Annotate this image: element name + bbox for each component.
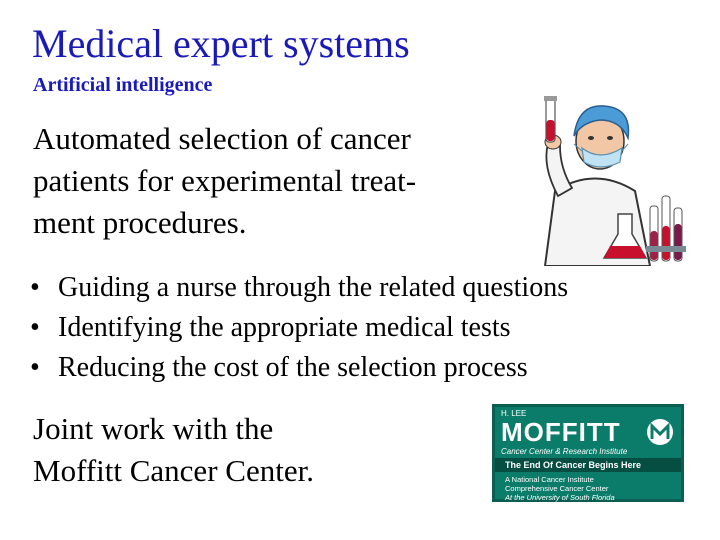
bullet-text: Reducing the cost of the selection process <box>58 352 528 383</box>
nurse-illustration <box>500 96 690 266</box>
logo-line: A National Cancer Institute <box>505 475 594 484</box>
list-item <box>30 308 568 348</box>
logo-line: At the University of South Florida <box>505 493 615 502</box>
logo-name: MOFFITT <box>501 417 621 447</box>
closing-line: Joint work with the <box>33 411 274 446</box>
logo-line: Comprehensive Cancer Center <box>505 484 609 493</box>
intro-line: ment procedures. <box>33 205 247 240</box>
bullet-dot: • <box>30 352 40 383</box>
closing-line: Moffitt Cancer Center. <box>33 453 314 488</box>
slide-title: Medical expert systems <box>32 21 410 66</box>
slide-subtitle: Artificial intelligence <box>33 74 213 96</box>
intro-paragraph <box>33 118 416 244</box>
bullet-list <box>30 268 568 388</box>
intro-line: patients for experimental treat- <box>33 163 417 198</box>
bullet-dot: • <box>30 312 40 343</box>
bullet-dot: • <box>30 272 40 303</box>
logo-prefix: H. LEE <box>501 409 527 418</box>
moffitt-m-icon <box>645 417 675 447</box>
list-item <box>30 348 568 388</box>
logo-subtitle: Cancer Center & Research Institute <box>501 447 628 456</box>
moffitt-logo <box>492 404 684 502</box>
closing-paragraph <box>33 408 314 492</box>
bullet-text: Identifying the appropriate medical tests <box>58 312 511 343</box>
intro-line: Automated selection of cancer <box>33 121 411 156</box>
list-item <box>30 268 568 308</box>
bullet-text: Guiding a nurse through the related questions <box>58 272 569 303</box>
logo-tagline: The End Of Cancer Begins Here <box>505 460 642 470</box>
